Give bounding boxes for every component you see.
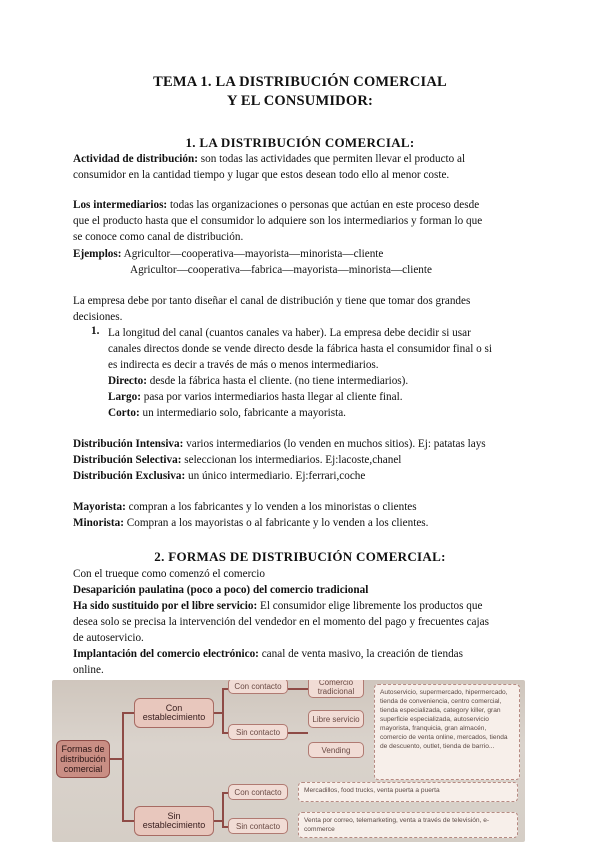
intermediarios-term: Los intermediarios: xyxy=(73,199,168,211)
diagram-root-box: Formas de distribución comercial xyxy=(56,740,110,778)
intermediarios-line3: se conoce como canal de distribución. xyxy=(73,231,244,243)
mayorista-term: Mayorista: xyxy=(73,501,126,513)
largo-term: Largo: xyxy=(108,391,141,403)
desaparicion-line: Desaparición paulatina (poco a poco) del comercio tradicional xyxy=(73,584,369,596)
corto-term: Corto: xyxy=(108,407,140,419)
minorista-line: Minorista: Compran a los mayoristas o al fabricante y lo venden a los clientes. xyxy=(73,517,429,529)
connector xyxy=(222,688,224,734)
establecimiento-description: Autoservicio, supermercado, hipermercado, tienda de conveniencia, centro comercial, tienda especializada, category killer, gran superficie especializada, autoservicio mayorista, franquicia, gran almacén, comercio de venta online, mercados, tienda de descuento, outlet, tienda de barrio... xyxy=(374,684,520,780)
connector xyxy=(214,820,222,822)
sin-contacto-box-2: Sin contacto xyxy=(228,818,288,834)
directo-term: Directo: xyxy=(108,375,147,387)
selectiva-term: Distribución Selectiva: xyxy=(73,454,182,466)
exclusiva-line: Distribución Exclusiva: un único intermediario. Ej:ferrari,coche xyxy=(73,470,366,482)
largo-line: Largo: pasa por varios intermediarios hasta llegar al cliente final. xyxy=(108,391,403,403)
electronico-line2: online. xyxy=(73,664,104,676)
vending-box: Vending xyxy=(308,742,364,758)
exclusiva-term: Distribución Exclusiva: xyxy=(73,470,186,482)
electronico-line1: Implantación del comercio electrónico: canal de venta masivo, la creación de tiendas xyxy=(73,648,463,660)
trueque-line: Con el trueque como comenzó el comercio xyxy=(73,568,265,580)
intensiva-term: Distribución Intensiva: xyxy=(73,438,184,450)
selectiva-line: Distribución Selectiva: seleccionan los intermediarios. Ej:lacoste,chanel xyxy=(73,454,402,466)
ejemplos-line2: Agricultor—cooperativa—fabrica—mayorista—minorista—cliente xyxy=(130,264,432,276)
item1-line1: La longitud del canal (cuantos canales va haber). La empresa debe decidir si usar xyxy=(108,327,471,339)
connector xyxy=(110,758,122,760)
connector xyxy=(122,820,134,822)
libre-term: Ha sido sustituido por el libre servicio: xyxy=(73,600,258,612)
minorista-term: Minorista: xyxy=(73,517,124,529)
electronico-term: Implantación del comercio electrónico: xyxy=(73,648,259,660)
item1-line3: es indirecta es decir a través de más o menos intermediarios. xyxy=(108,359,379,371)
empresa-line2: decisiones. xyxy=(73,311,123,323)
document-title-line1: TEMA 1. LA DISTRIBUCIÓN COMERCIAL xyxy=(153,74,447,90)
directo-line: Directo: desde la fábrica hasta el cliente. (no tiene intermediarios). xyxy=(108,375,409,387)
actividad-term: Actividad de distribución: xyxy=(73,153,198,165)
connector xyxy=(288,732,308,734)
libre-line1: Ha sido sustituido por el libre servicio: El consumidor elige libremente los productos que xyxy=(73,600,483,612)
intermediarios-line1: Los intermediarios: todas las organizaciones o personas que actúan en este proceso desde xyxy=(73,199,480,211)
section1-heading: 1. LA DISTRIBUCIÓN COMERCIAL: xyxy=(185,135,415,150)
libre-servicio-box: Libre servicio xyxy=(308,710,364,728)
libre-line3: de autoservicio. xyxy=(73,632,144,644)
sin-con-contacto-description: Mercadillos, food trucks, venta puerta a puerta xyxy=(298,782,518,802)
con-establecimiento-box: Con establecimiento xyxy=(134,698,214,728)
connector xyxy=(122,712,124,822)
connector xyxy=(122,712,134,714)
connector xyxy=(222,792,224,828)
con-contacto-box-2: Con contacto xyxy=(228,784,288,800)
item1-line2: canales directos donde se vende directo desde la fábrica hasta el consumidor final o si xyxy=(108,343,492,355)
list-item-number: 1. xyxy=(91,325,100,337)
document-title-line2: Y EL CONSUMIDOR: xyxy=(226,93,374,109)
connector xyxy=(288,688,308,690)
con-contacto-box: Con contacto xyxy=(228,680,288,694)
intermediarios-line2: que el producto hasta que el consumidor lo adquiere son los intermediarios y forman lo que xyxy=(73,215,483,227)
distribution-diagram-photo xyxy=(52,680,525,842)
actividad-line1: Actividad de distribución: son todas las actividades que permiten llevar el producto al xyxy=(73,153,466,165)
comercio-tradicional-box: Comercio tradicional xyxy=(308,680,364,698)
corto-line: Corto: un intermediario solo, fabricante a mayorista. xyxy=(108,407,346,419)
mayorista-line: Mayorista: compran a los fabricantes y lo venden a los minoristas o clientes xyxy=(73,501,417,513)
sin-sin-contacto-description: Venta por correo, telemarketing, venta a través de televisión, e-commerce xyxy=(298,812,518,838)
sin-establecimiento-box: Sin establecimiento xyxy=(134,806,214,836)
ejemplos-line1: Ejemplos: Agricultor—cooperativa—mayorista—minorista—cliente xyxy=(73,248,384,260)
intensiva-line: Distribución Intensiva: varios intermediarios (lo venden en muchos sitios). Ej: patatas lays xyxy=(73,438,486,450)
actividad-line2: consumidor en la cantidad tiempo y lugar que estos desean todo ello al menor coste. xyxy=(73,169,450,181)
ejemplos-term: Ejemplos: xyxy=(73,248,122,260)
section2-heading: 2. FORMAS DE DISTRIBUCIÓN COMERCIAL: xyxy=(154,549,446,564)
empresa-line1: La empresa debe por tanto diseñar el canal de distribución y tiene que tomar dos grandes xyxy=(73,295,471,307)
sin-contacto-box-1: Sin contacto xyxy=(228,724,288,740)
connector xyxy=(214,712,222,714)
libre-line2: desea solo se precisa la intervención del vendedor en el momento del pago y frecuentes cajas xyxy=(73,616,489,628)
